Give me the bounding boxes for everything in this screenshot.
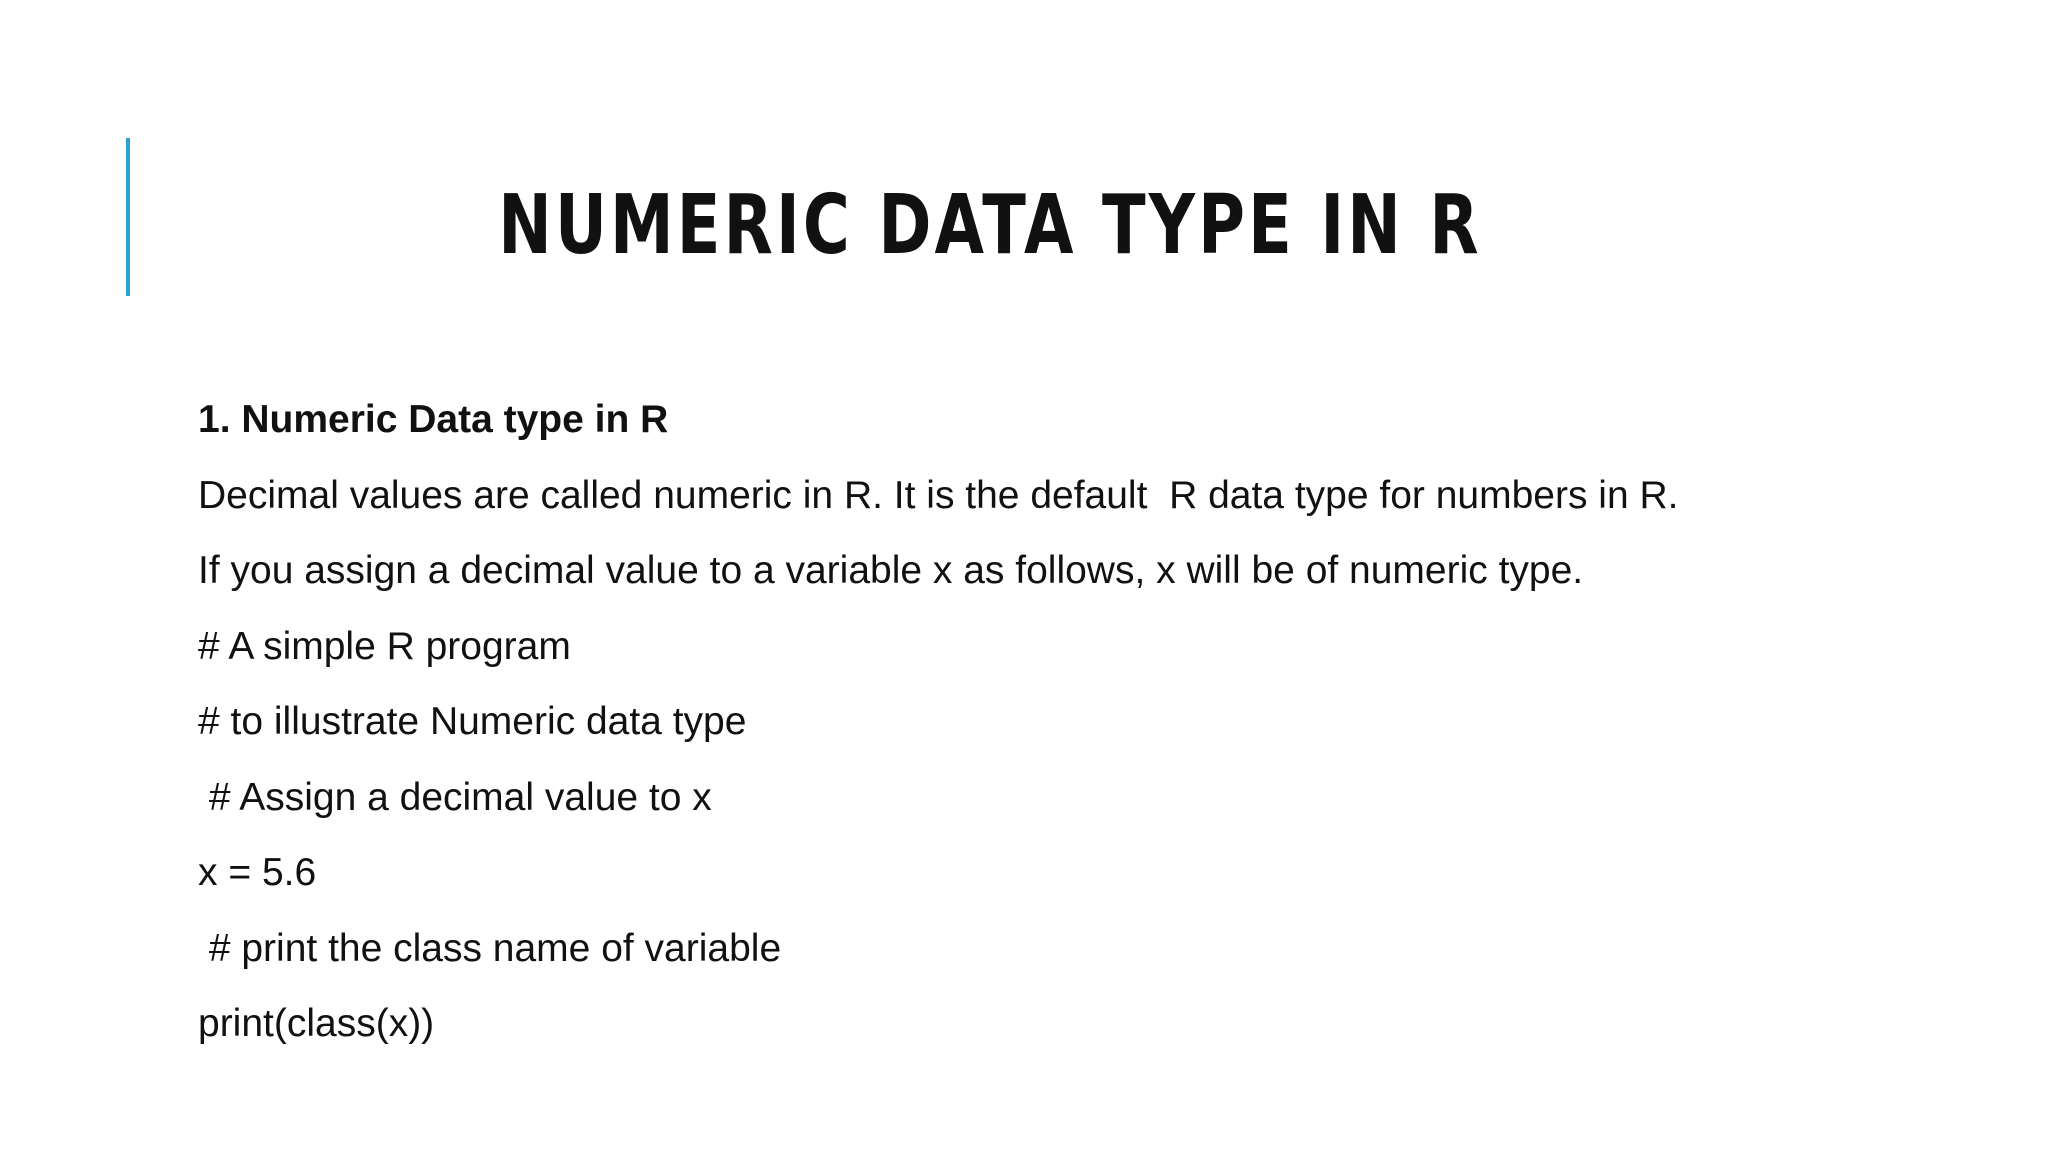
code-comment-print: # print the class name of variable bbox=[198, 926, 782, 970]
code-line-assignment: x = 5.6 bbox=[198, 851, 317, 894]
code-line-print: print(class(x)) bbox=[198, 1002, 435, 1045]
code-comment-illustrate: # to illustrate Numeric data type bbox=[198, 700, 747, 743]
title-accent-bar bbox=[126, 138, 130, 296]
slide-body bbox=[198, 382, 1998, 1062]
section-heading: 1. Numeric Data type in R bbox=[198, 398, 669, 441]
code-comment-simple-program: # A simple R program bbox=[198, 624, 571, 668]
body-line-assignment-note: If you assign a decimal value to a variable x as follows, x will be of numeric type. bbox=[198, 549, 1584, 592]
slide-title: NUMERIC DATA TYPE IN R bbox=[498, 178, 1482, 273]
code-comment-assign: # Assign a decimal value to x bbox=[198, 775, 712, 819]
body-line-description: Decimal values are called numeric in R. It is the default R data type for numbers in R. bbox=[198, 473, 1679, 517]
